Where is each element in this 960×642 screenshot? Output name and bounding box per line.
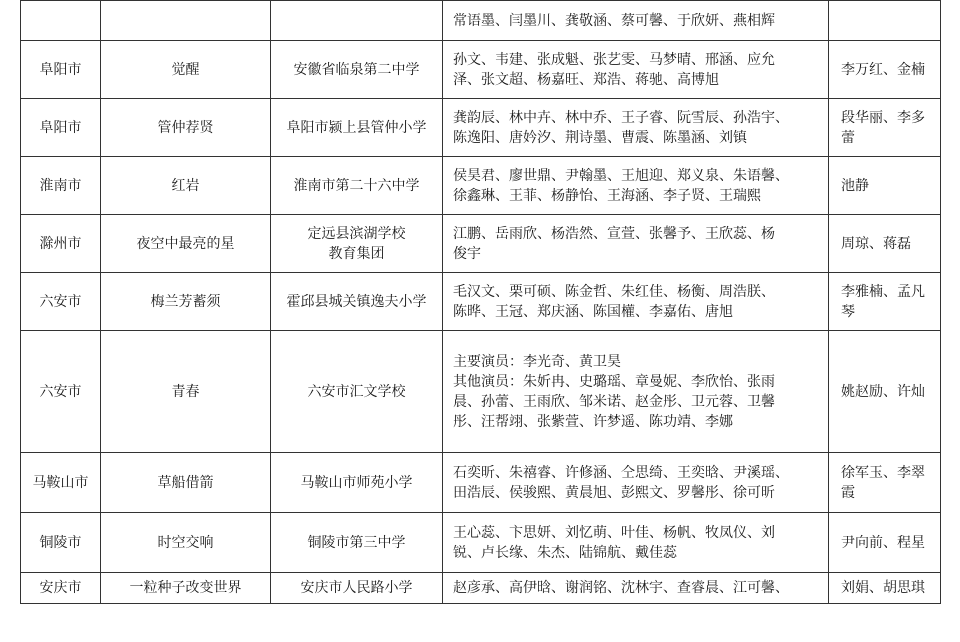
table-body	[21, 1, 941, 604]
school-cell	[271, 273, 443, 331]
school-cell	[271, 573, 443, 604]
table-row	[21, 273, 941, 331]
actors-cell	[443, 573, 829, 604]
school-cell	[271, 331, 443, 453]
school-name-line: 安庆市人民路小学	[300, 580, 413, 596]
school-name-line: 安徽省临泉第二中学	[293, 61, 420, 78]
actors-cell	[443, 453, 829, 513]
program-title-cell: 时空交响	[101, 513, 271, 573]
actors-line: 陈晔、王冠、郑庆涵、陈国權、李嘉佑、唐旭	[453, 303, 733, 320]
actors-cell	[443, 1, 829, 41]
table-row	[21, 1, 941, 41]
actors-line: 田浩辰、侯骏熙、黄晨旭、彭熙文、罗馨彤、徐可昕	[453, 484, 775, 501]
actors-line: 孙文、韦建、张成魁、张艺雯、马梦晴、邢涵、应允	[453, 51, 775, 68]
school-name-line: 阜阳市颍上县管仲小学	[286, 119, 427, 136]
school-cell	[271, 157, 443, 215]
table-row	[21, 573, 941, 604]
school-cell	[271, 1, 443, 41]
school-name-line: 六安市汇文学校	[307, 383, 406, 400]
teachers-cell: 李万红、金楠	[829, 41, 941, 99]
teachers-cell: 姚赵励、许灿	[829, 331, 941, 453]
actors-line: 徐鑫琳、王菲、杨静怡、王海涵、李子贤、王瑞熙	[453, 187, 761, 204]
actors-cell	[443, 99, 829, 157]
table-row	[21, 41, 941, 99]
actors-line: 俊宇	[453, 245, 481, 262]
program-title-cell	[101, 1, 271, 41]
actors-cell	[443, 331, 829, 453]
city-cell: 滁州市	[21, 215, 101, 273]
actors-cell	[443, 41, 829, 99]
teachers-cell: 刘娟、胡思琪	[829, 573, 941, 604]
award-table	[20, 0, 941, 604]
school-name-line: 教育集团	[328, 245, 385, 262]
program-title-cell: 红岩	[101, 157, 271, 215]
school-name-line: 马鞍山市师苑小学	[300, 474, 413, 491]
actors-line: 石奕昕、朱禧睿、许修涵、仝思绮、王奕晗、尹溪瑶、	[453, 464, 789, 481]
actors-line: 常语墨、闫墨川、龚敬涵、蔡可馨、于欣妍、燕相辉	[453, 12, 775, 29]
actors-cell	[443, 273, 829, 331]
school-cell	[271, 99, 443, 157]
city-cell: 安庆市	[21, 573, 101, 604]
actors-line: 赵彦承、高伊晗、谢润铭、沈林宇、查睿晨、江可馨、	[453, 580, 789, 596]
city-cell: 铜陵市	[21, 513, 101, 573]
table-row	[21, 331, 941, 453]
program-title-cell: 梅兰芳蓄须	[101, 273, 271, 331]
school-name-line: 定远县滨湖学校	[307, 225, 406, 242]
school-cell	[271, 453, 443, 513]
program-title-cell: 夜空中最亮的星	[101, 215, 271, 273]
school-name-line: 淮南市第二十六中学	[293, 177, 420, 194]
city-cell: 阜阳市	[21, 99, 101, 157]
teachers-cell	[829, 1, 941, 41]
program-title-cell: 青春	[101, 331, 271, 453]
teachers-cell: 徐军玉、李翠霞	[829, 453, 941, 513]
teachers-cell: 尹向前、程星	[829, 513, 941, 573]
actors-line: 毛汉文、栗可硕、陈金哲、朱红佳、杨衡、周浩朕、	[453, 283, 775, 300]
actors-line: 主要演员：李光奇、黄卫昊	[453, 353, 621, 370]
city-cell: 六安市	[21, 331, 101, 453]
school-cell	[271, 41, 443, 99]
school-cell	[271, 215, 443, 273]
actors-line: 泽、张文超、杨嘉旺、郑浩、蒋驰、高博旭	[453, 71, 719, 88]
school-name-line: 霍邱县城关镇逸夫小学	[286, 293, 427, 310]
actors-cell	[443, 157, 829, 215]
teachers-cell: 周琼、蒋磊	[829, 215, 941, 273]
actors-line: 龚韵辰、林中卉、林中乔、王子睿、阮雪辰、孙浩宇、	[453, 109, 789, 126]
city-cell	[21, 1, 101, 41]
actors-line: 锐、卢长缘、朱杰、陆锦航、戴佳蕊	[453, 544, 677, 561]
city-cell: 六安市	[21, 273, 101, 331]
city-cell: 淮南市	[21, 157, 101, 215]
actors-line: 陈逸阳、唐妗汐、荆诗墨、曹震、陈墨涵、刘镇	[453, 129, 747, 146]
table-row	[21, 215, 941, 273]
table-row	[21, 513, 941, 573]
program-title-cell: 草船借箭	[101, 453, 271, 513]
school-cell	[271, 513, 443, 573]
table-row	[21, 157, 941, 215]
actors-line: 王心蕊、卞思妍、刘忆萌、叶佳、杨帆、牧凤仪、刘	[453, 524, 775, 541]
teachers-cell: 李雅楠、孟凡琴	[829, 273, 941, 331]
teachers-cell: 段华丽、李多蕾	[829, 99, 941, 157]
city-cell: 马鞍山市	[21, 453, 101, 513]
actors-line: 其他演员：朱妡冉、史璐瑶、章曼妮、李欣怡、张雨	[453, 373, 775, 390]
table-row	[21, 453, 941, 513]
actors-line: 江鹏、岳雨欣、杨浩然、宣萱、张馨予、王欣蕊、杨	[453, 225, 775, 242]
city-cell: 阜阳市	[21, 41, 101, 99]
actors-line: 侯昊君、廖世鼎、尹翰墨、王旭迎、郑义泉、朱语馨、	[453, 167, 789, 184]
teachers-cell: 池静	[829, 157, 941, 215]
program-title-cell: 管仲荐贤	[101, 99, 271, 157]
actors-cell	[443, 215, 829, 273]
actors-line: 彤、汪帮翊、张紫萱、许梦遥、陈功靖、李娜	[453, 413, 733, 430]
actors-line: 晨、孙蕾、王雨欣、邹米诺、赵金彤、卫元蓉、卫馨	[453, 393, 775, 410]
school-name-line: 铜陵市第三中学	[307, 534, 406, 551]
actors-cell	[443, 513, 829, 573]
table-row	[21, 99, 941, 157]
program-title-cell: 觉醒	[101, 41, 271, 99]
program-title-cell: 一粒种子改变世界	[101, 573, 271, 604]
